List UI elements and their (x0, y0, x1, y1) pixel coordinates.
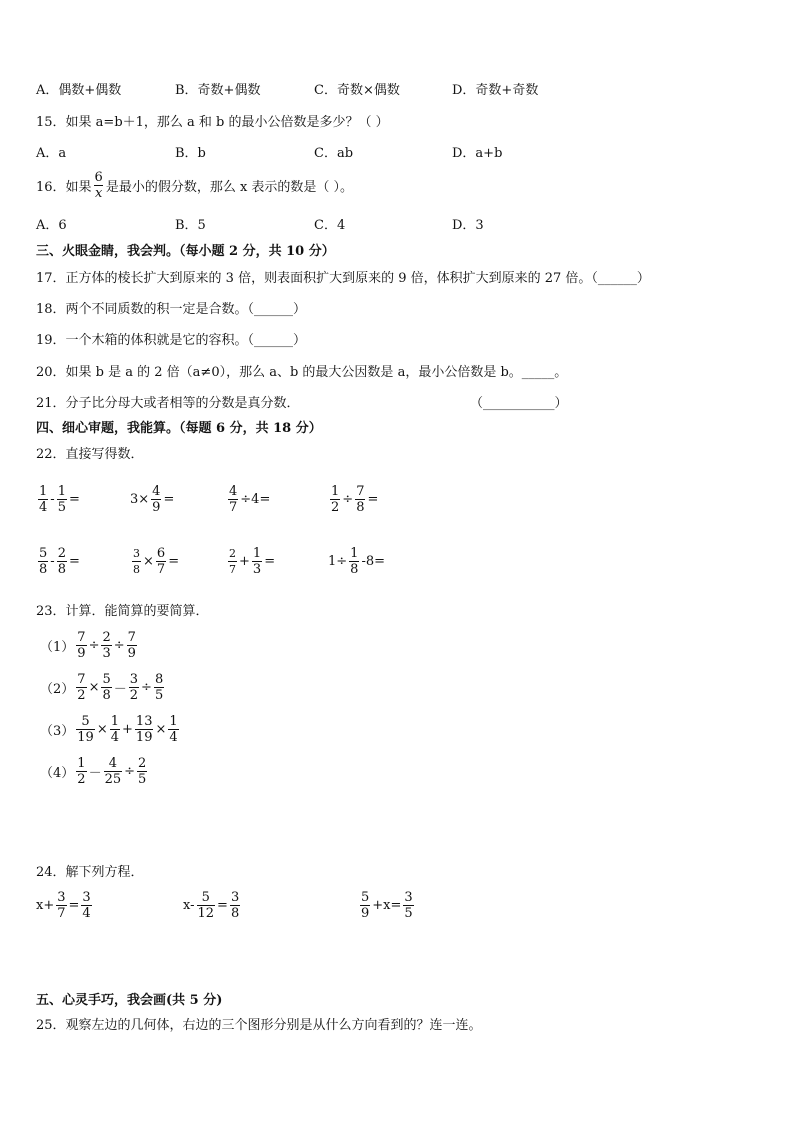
q16-option-d[interactable]: D．3 (452, 218, 484, 233)
numerator: 2 (102, 630, 111, 645)
q22-expr-1 (36, 484, 80, 515)
equals: = (163, 492, 175, 507)
q23-problem-1 (40, 630, 139, 661)
denominator: 7 (57, 906, 66, 921)
section5-heading: 五、心灵手巧，我会画(共 5 分) (36, 993, 223, 1008)
denominator: 3 (252, 562, 262, 577)
q15-question: 15．如果 a=b＋1，那么 a 和 b 的最小公倍数是多少？（ ） (36, 115, 389, 130)
fraction (76, 672, 86, 703)
q18-question: 18．两个不同质数的积一定是合数。（______） (36, 302, 307, 317)
q16-option-c[interactable]: C．4 (314, 218, 346, 233)
denominator: 4 (39, 500, 48, 515)
numerator: 8 (154, 672, 164, 687)
numerator: 5 (102, 672, 111, 687)
operator: － (113, 682, 127, 697)
q22-expr-7 (226, 546, 275, 577)
numerator: 1 (331, 484, 340, 499)
numerator: 6 (156, 546, 166, 561)
q15-option-a[interactable]: A．a (36, 146, 67, 161)
q22-expr-8 (328, 546, 385, 577)
numerator: 1 (252, 546, 262, 561)
equals: = (168, 554, 180, 569)
q14-option-b[interactable]: B．奇数+偶数 (175, 83, 261, 98)
fraction (110, 714, 120, 745)
numerator: 3 (57, 890, 66, 905)
operator: × (88, 680, 100, 695)
q22-expr-6 (130, 546, 179, 577)
numerator: 7 (77, 630, 86, 645)
q16-suffix: 是最小的假分数，那么 x 表示的数是（ ）。 (105, 180, 354, 195)
numerator: 3 (404, 890, 413, 905)
label: （2） (40, 682, 75, 697)
denominator: 5 (57, 500, 66, 515)
prefix: 3× (130, 492, 150, 507)
fraction (135, 714, 154, 745)
operator: × (143, 554, 154, 569)
numerator: 5 (361, 890, 370, 905)
numerator: 5 (81, 714, 90, 729)
operator: ÷ (342, 492, 354, 507)
fraction (57, 546, 67, 577)
q25-question: 25．观察左边的几何体，右边的三个图形分别是从什么方向看到的？连一连。 (36, 1018, 482, 1033)
q20-question: 20．如果 b 是 a 的 2 倍（a≠0），那么 a、b 的最大公因数是 a，最小公倍数是 b。_____。 (36, 365, 568, 380)
denominator: 8 (230, 906, 240, 921)
fraction (360, 890, 370, 921)
fraction (56, 890, 66, 921)
denominator: 2 (77, 688, 86, 703)
operator: + (122, 722, 133, 737)
q14-option-c[interactable]: C．奇数×偶数 (314, 83, 400, 98)
fraction (81, 890, 91, 921)
fraction (156, 546, 166, 577)
q23-title: 23．计算．能简算的要简算． (36, 604, 209, 619)
denominator: 9 (127, 646, 136, 661)
q16-option-a[interactable]: A．6 (36, 218, 67, 233)
q14-option-a[interactable]: A．偶数+偶数 (36, 83, 122, 98)
denominator: 7 (229, 563, 236, 576)
denominator: x (95, 186, 103, 201)
denominator: 8 (39, 562, 48, 577)
operator: － (88, 766, 102, 781)
q24-equation-1 (36, 890, 94, 921)
denominator: 9 (152, 500, 161, 515)
fraction (228, 484, 238, 515)
numerator: 1 (169, 714, 178, 729)
equals: = (264, 554, 276, 569)
fraction (349, 546, 359, 577)
q15-option-d[interactable]: D．a+b (452, 146, 503, 161)
q15-option-b[interactable]: B．b (175, 146, 206, 161)
denominator: 2 (129, 688, 139, 703)
q21-question: 21．分子比分母大或者相等的分数是真分数． (36, 396, 300, 411)
fraction (76, 756, 86, 787)
fraction (38, 484, 48, 515)
numerator: 7 (356, 484, 365, 499)
equals: = (68, 492, 80, 507)
q24-title: 24．解下列方程． (36, 865, 144, 880)
denominator: 8 (102, 688, 111, 703)
numerator: 4 (152, 484, 161, 499)
fraction (101, 630, 111, 661)
operator: - (50, 492, 55, 507)
numerator: 2 (229, 547, 236, 560)
denominator: 9 (77, 646, 86, 661)
denominator: 5 (154, 688, 164, 703)
q16-prefix: 16．如果 (36, 180, 92, 195)
numerator: 3 (230, 890, 240, 905)
denominator: 5 (404, 906, 413, 921)
fraction (57, 484, 67, 515)
numerator: 5 (201, 890, 210, 905)
fraction (76, 714, 95, 745)
numerator: 1 (57, 484, 66, 499)
equals: = (217, 898, 228, 913)
q16-question (36, 170, 353, 201)
q22-title: 22．直接写得数． (36, 447, 144, 462)
middle: +x= (372, 898, 402, 913)
fraction (76, 630, 86, 661)
prefix: 1÷ (328, 554, 348, 569)
q22-expr-3 (226, 484, 270, 515)
operator: ÷ (124, 764, 136, 779)
denominator: 8 (133, 563, 140, 576)
denominator: 8 (356, 500, 365, 515)
section3-heading: 三、火眼金睛，我会判。（每小题 2 分，共 10 分） (36, 244, 335, 259)
fraction (355, 484, 365, 515)
operator: ÷ (141, 680, 152, 695)
section4-heading: 四、细心审题，我能算。（每题 6 分，共 18 分） (36, 421, 322, 436)
fraction (129, 672, 139, 703)
fraction (151, 484, 161, 515)
denominator: 12 (197, 906, 215, 921)
fraction (330, 484, 340, 515)
q14-option-d[interactable]: D．奇数+奇数 (452, 83, 539, 98)
denominator: 19 (77, 730, 94, 745)
numerator: 5 (39, 546, 48, 561)
numerator: 2 (57, 546, 66, 561)
fraction (252, 546, 262, 577)
fraction (154, 672, 164, 703)
fraction (38, 546, 48, 577)
q24-equation-2 (183, 890, 242, 921)
numerator: 7 (77, 672, 86, 687)
operator: ÷ (113, 638, 125, 653)
suffix: ÷4= (240, 492, 271, 507)
operator: + (239, 554, 250, 569)
q16-fraction (94, 170, 104, 201)
denominator: 7 (156, 562, 166, 577)
fraction (132, 546, 141, 577)
q23-problem-3 (40, 714, 181, 745)
numerator: 1 (39, 484, 48, 499)
fraction (403, 890, 413, 921)
prefix: x+ (36, 898, 55, 913)
q15-option-c[interactable]: C．ab (314, 146, 354, 161)
denominator: 2 (331, 500, 340, 515)
numerator: 1 (350, 546, 359, 561)
q23-problem-2 (40, 672, 166, 703)
numerator: 6 (94, 170, 103, 185)
operator: ÷ (88, 638, 100, 653)
q22-expr-5 (36, 546, 80, 577)
fraction (137, 756, 147, 787)
fraction (197, 890, 216, 921)
fraction (101, 672, 111, 703)
q24-equation-3 (358, 890, 416, 921)
denominator: 7 (229, 500, 238, 515)
q17-question: 17．正方体的棱长扩大到原来的 3 倍，则表面积扩大到原来的 9 倍，体积扩大到原来的 27 倍。（______） (36, 271, 650, 286)
denominator: 3 (102, 646, 111, 661)
denominator: 4 (82, 906, 91, 921)
denominator: 8 (57, 562, 66, 577)
equals: = (68, 898, 80, 913)
numerator: 1 (77, 756, 86, 771)
numerator: 3 (133, 547, 140, 560)
operator: × (96, 722, 108, 737)
denominator: 8 (350, 562, 359, 577)
numerator: 3 (129, 672, 139, 687)
numerator: 2 (138, 756, 147, 771)
operator: × (155, 722, 167, 737)
fraction (168, 714, 178, 745)
denominator: 4 (110, 730, 120, 745)
numerator: 3 (82, 890, 91, 905)
q22-expr-4 (328, 484, 378, 515)
q22-expr-2 (130, 484, 174, 515)
denominator: 19 (135, 730, 153, 745)
fraction (228, 546, 237, 577)
q21-answer-blank[interactable]: （___________） (470, 396, 568, 411)
q19-question: 19．一个木箱的体积就是它的容积。（______） (36, 333, 307, 348)
q16-option-b[interactable]: B．5 (175, 218, 206, 233)
label: （3） (40, 724, 75, 739)
operator: - (50, 554, 55, 569)
label: （1） (40, 640, 75, 655)
denominator: 2 (77, 772, 86, 787)
denominator: 9 (361, 906, 370, 921)
denominator: 4 (169, 730, 178, 745)
fraction (104, 756, 123, 787)
fraction (127, 630, 137, 661)
numerator: 4 (108, 756, 117, 771)
denominator: 5 (138, 772, 147, 787)
denominator: 25 (104, 772, 122, 787)
numerator: 7 (127, 630, 136, 645)
equals: = (68, 554, 80, 569)
fraction (230, 890, 240, 921)
numerator: 4 (229, 484, 238, 499)
numerator: 1 (110, 714, 120, 729)
suffix: -8= (361, 554, 386, 569)
prefix: x- (183, 898, 195, 913)
equals: = (367, 492, 379, 507)
label: （4） (40, 766, 75, 781)
numerator: 13 (135, 714, 153, 729)
q23-problem-4 (40, 756, 149, 787)
